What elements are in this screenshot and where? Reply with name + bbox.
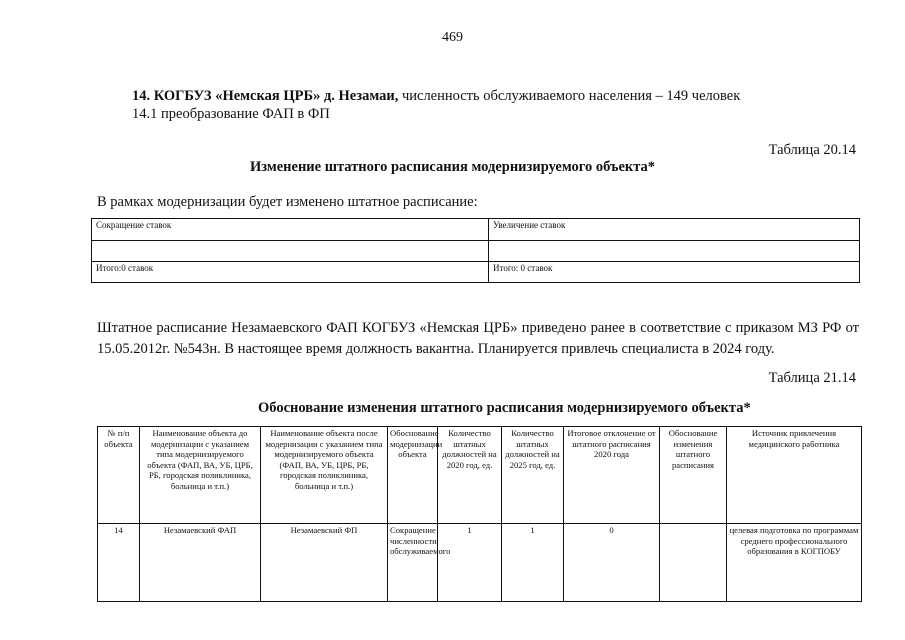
cell-source: целевая подготовка по программам среднего профессионального образования в КОГПОБУ [727, 524, 862, 602]
table-title-justification: Обоснование изменения штатного расписания модернизируемого объекта* [258, 400, 751, 416]
col-header-source: Источник привлечения медицинского работника [727, 427, 862, 524]
col-header-number: № п/п объекта [98, 427, 140, 524]
table-title-staff-change: Изменение штатного расписания модернизируемого объекта* [249, 159, 656, 175]
col-header-change-reason: Обоснование изменения штатного расписания [660, 427, 727, 524]
cell-change-reason [660, 524, 727, 602]
body-paragraph: Штатное расписание Незамаевского ФАП КОГБУЗ «Немская ЦРБ» приведено ранее в соответствие с приказом МЗ РФ от 15.05.2012г. №543н. В настоящее время должность вакантна. Планируется привлечь специалиста в 2024 году. [97, 320, 859, 357]
cell-name-after: Незамаевский ФП [261, 524, 388, 602]
cell-deviation: 0 [564, 524, 660, 602]
cell-number: 14 [98, 524, 140, 602]
section-org-name: 14. КОГБУЗ «Немская ЦРБ» д. Незамаи, [132, 88, 399, 104]
cell-staff-2025: 1 [502, 524, 564, 602]
col-header-name-after: Наименование объекта после модернизации с указанием типа модернизируемого объекта (ФАП, ВА, УБ, ЦРБ, РБ, городская поликлиника, больница и т.п.) [261, 427, 388, 524]
table-label-20-14: Таблица 20.14 [768, 142, 856, 158]
staff-change-table [91, 218, 860, 283]
col-header-staff-2020: Количество штатных должностей на 2020 год, ед. [438, 427, 502, 524]
reduction-total: Итого:0 ставок [92, 262, 489, 283]
table-row [92, 241, 860, 262]
col-header-justification: Обоснование модернизации объекта [388, 427, 438, 524]
table-cell [92, 241, 489, 262]
table-label-21-14: Таблица 21.14 [768, 370, 856, 386]
table-row [98, 524, 862, 602]
justification-table [97, 426, 862, 602]
section-population: численность обслуживаемого населения – 149 человек [401, 88, 741, 104]
table-row [92, 219, 860, 241]
table-cell [489, 241, 860, 262]
col-header-name-before: Наименование объекта до модернизации с указанием типа модернизируемого объекта (ФАП, ВА, УБ, ЦРБ, РБ, городская поликлиника, больница и т.п.) [140, 427, 261, 524]
col-header-deviation: Итоговое отклонение от штатного расписания 2020 года [564, 427, 660, 524]
col-header-staff-2025: Количество штатных должностей на 2025 год, ед. [502, 427, 564, 524]
increase-header: Увеличение ставок [489, 219, 860, 241]
increase-total: Итого: 0 ставок [489, 262, 860, 283]
subsection-heading: 14.1 преобразование ФАП в ФП [132, 106, 330, 122]
header-row [98, 427, 862, 524]
cell-justification: Сокращение численности обслуживаемого [388, 524, 438, 602]
section-heading [132, 88, 740, 105]
intro-text: В рамках модернизации будет изменено штатное расписание: [97, 194, 478, 210]
reduction-header: Сокращение ставок [92, 219, 489, 241]
cell-staff-2020: 1 [438, 524, 502, 602]
table-row [92, 262, 860, 283]
cell-name-before: Незамаевский ФАП [140, 524, 261, 602]
page-number: 469 [442, 30, 463, 45]
